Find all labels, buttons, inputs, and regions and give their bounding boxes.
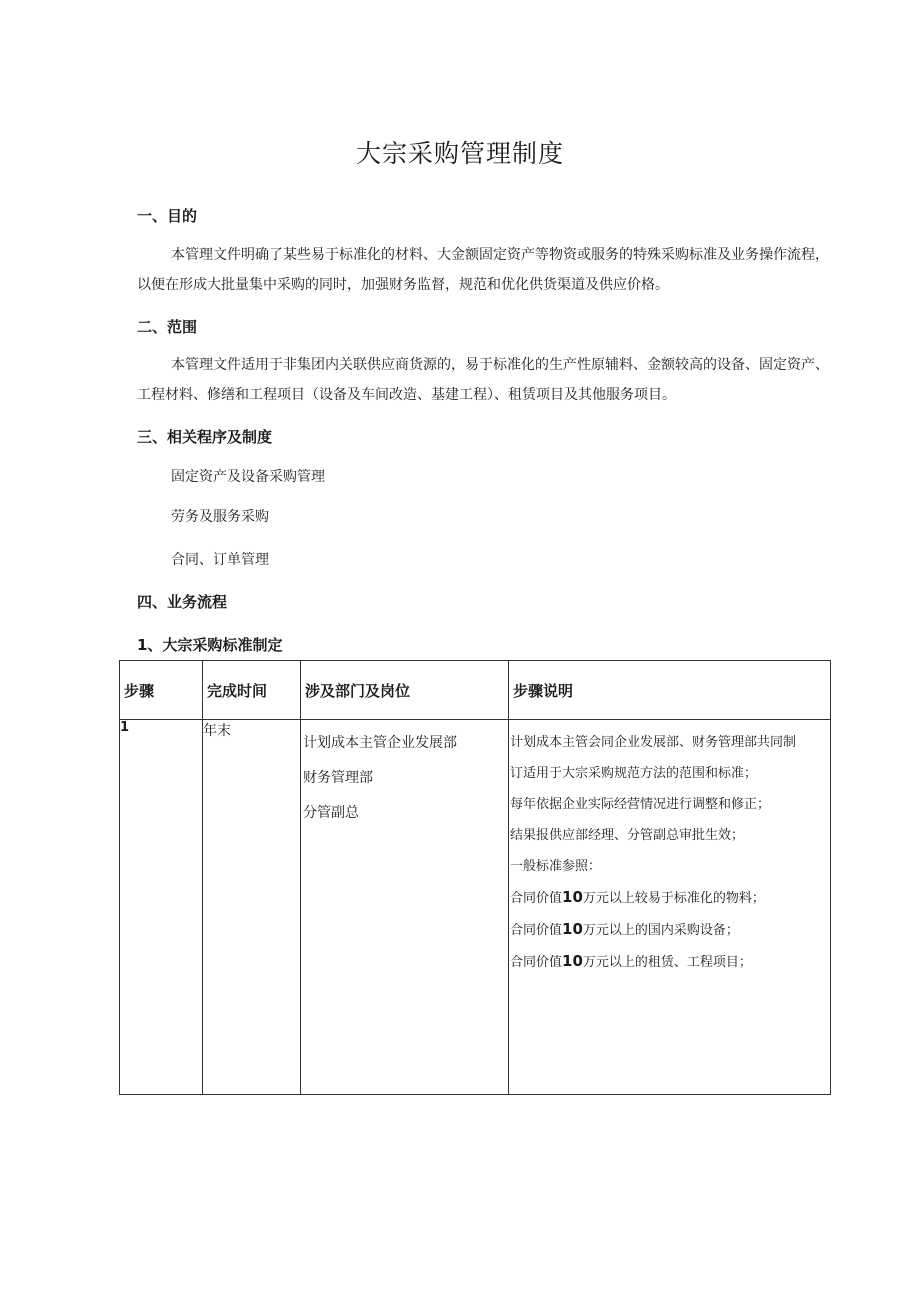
description-line: 每年依据企业实际经营情况进行调整和修正； (510, 797, 771, 812)
description-line: 结果报供应部经理、分管副总审批生效； (510, 828, 745, 843)
procedure-item: 固定资产及设备采购管理 (171, 469, 325, 485)
purpose-paragraph: 本管理文件明确了某些易于标准化的材料、大金额固定资产等物资或服务的特殊采购标准及业务操作流程，以便在形成大批量集中采购的同时，加强财务监督，规范和优化供货渠道及供应价格。 (137, 247, 829, 293)
step-number: 1 (120, 720, 203, 1095)
table-row (120, 720, 831, 1095)
page-title: 大宗采购管理制度 (355, 139, 564, 168)
section-heading-scope: 二、范围 (137, 318, 198, 336)
description-cell (509, 720, 831, 1095)
departments-cell (301, 720, 509, 1095)
column-header-time: 完成时间 (203, 661, 301, 720)
description-line: 计划成本主管会同企业发展部、财务管理部共同制 (510, 735, 797, 750)
column-header-description: 步骤说明 (509, 661, 831, 720)
subsection-heading: 1、大宗采购标准制定 (137, 636, 283, 654)
column-header-departments: 涉及部门及岗位 (301, 661, 509, 720)
department-line: 财务管理部 (303, 770, 373, 786)
description-line: 一般标准参照： (510, 859, 602, 874)
department-line: 分管副总 (303, 805, 359, 821)
table-header-row (120, 661, 831, 720)
criteria-line: 合同价值10万元以上较易于标准化的物料； (510, 888, 765, 906)
description-line: 订适用于大宗采购规范方法的范围和标准； (510, 766, 758, 781)
procedure-item: 劳务及服务采购 (171, 509, 269, 525)
section-heading-procedures: 三、相关程序及制度 (137, 428, 273, 446)
department-line: 计划成本主管企业发展部 (303, 735, 457, 751)
section-heading-purpose: 一、目的 (137, 207, 198, 225)
column-header-step: 步骤 (120, 661, 203, 720)
completion-time: 年末 (203, 720, 301, 1095)
criteria-line: 合同价值10万元以上的租赁、工程项目； (510, 952, 752, 970)
procedure-item: 合同、订单管理 (171, 552, 269, 568)
process-table (119, 660, 831, 1095)
criteria-line: 合同价值10万元以上的国内采购设备； (510, 920, 739, 938)
section-heading-process: 四、业务流程 (137, 593, 228, 611)
scope-paragraph: 本管理文件适用于非集团内关联供应商货源的，易于标准化的生产性原辅料、金额较高的设备、固定资产、工程材料、修缮和工程项目（设备及车间改造、基建工程）、租赁项目及其他服务项目。 (137, 357, 829, 403)
